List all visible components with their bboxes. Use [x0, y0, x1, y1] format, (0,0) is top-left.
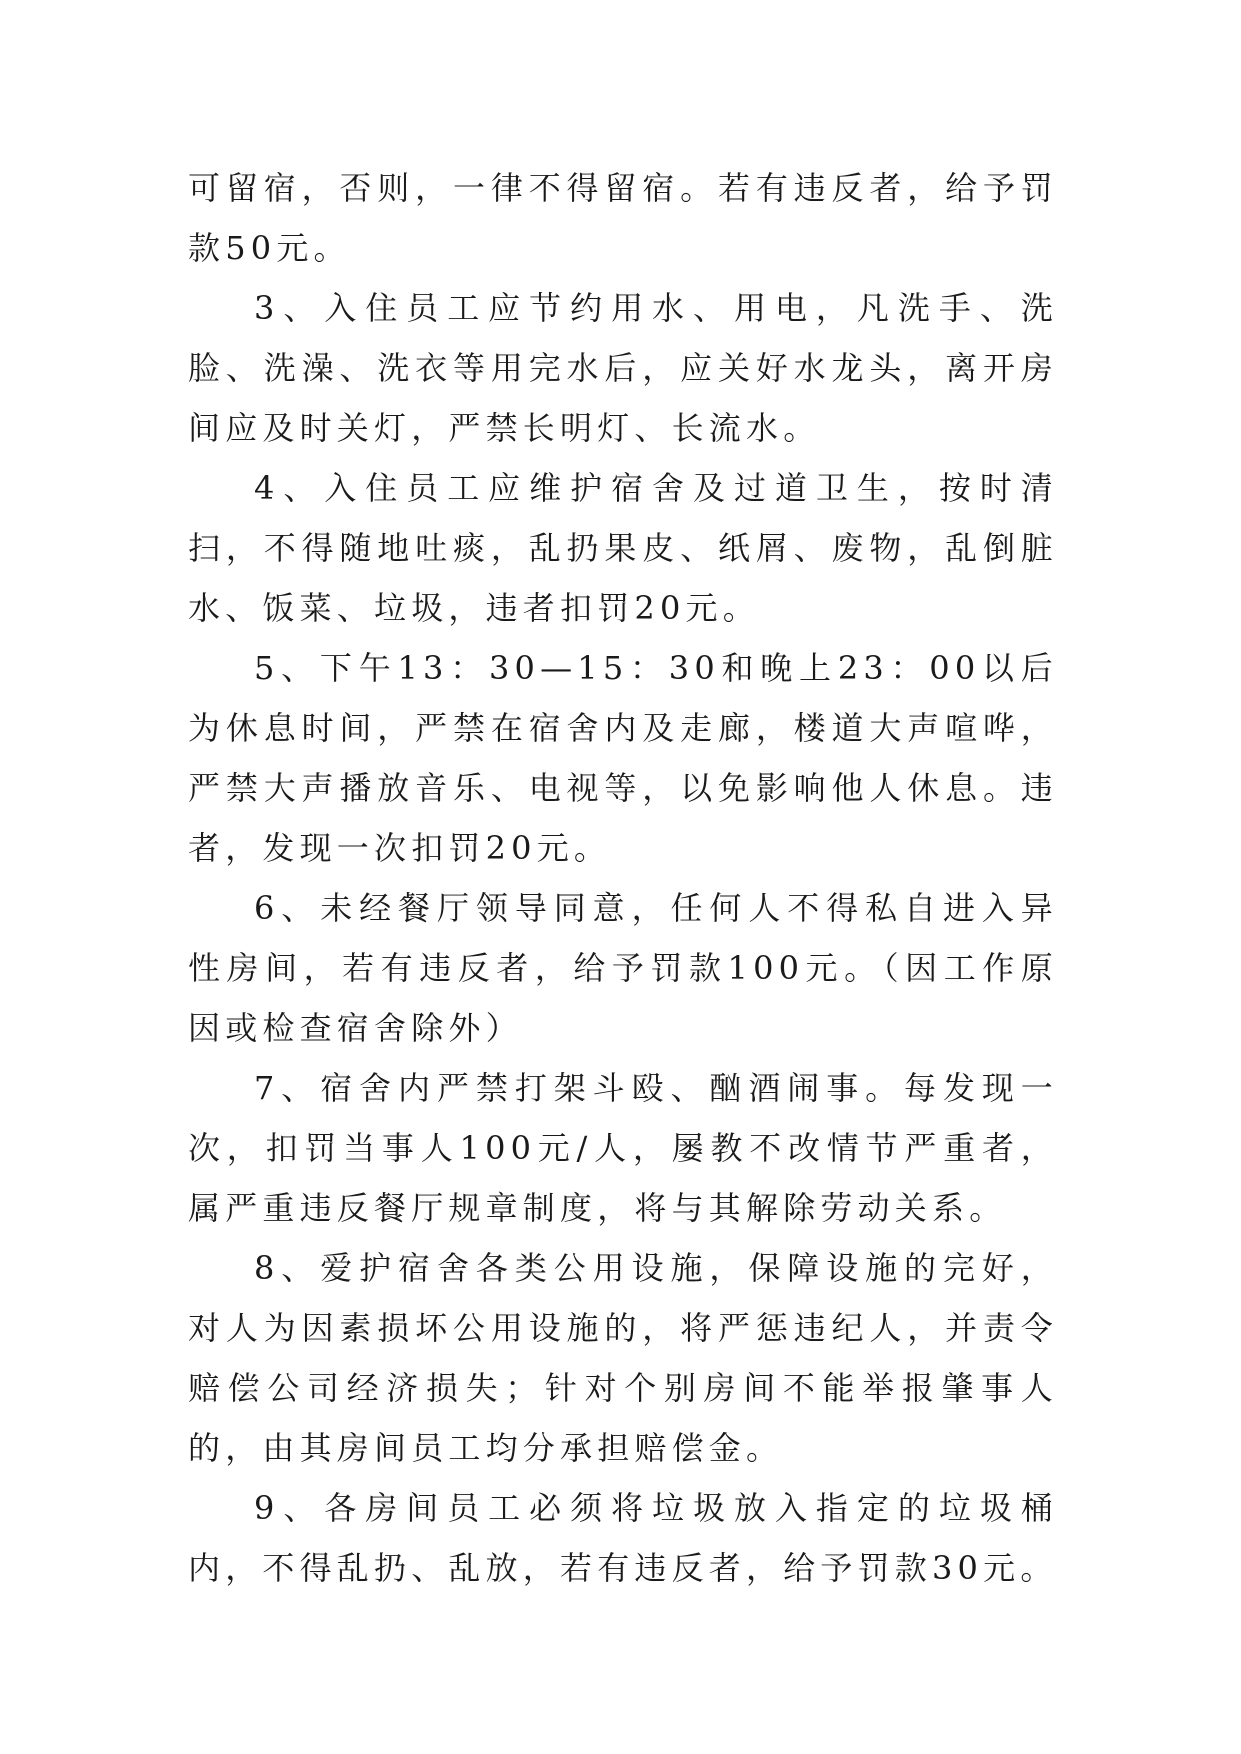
rule-item-5: 5、下午13：30—15：30和晚上23：00以后为休息时间，严禁在宿舍内及走廊，楼道大声喧哗，严禁大声播放音乐、电视等，以免影响他人休息。违者，发现一次扣罚20元。	[188, 649, 1058, 867]
paragraph-continuation: 可留宿，否则，一律不得留宿。若有违反者，给予罚款50元。	[188, 169, 1058, 267]
rule-item-7: 7、宿舍内严禁打架斗殴、酗酒闹事。每发现一次，扣罚当事人100元/人，屡教不改情节严重者，属严重违反餐厅规章制度，将与其解除劳动关系。	[188, 1069, 1058, 1227]
rule-item-4: 4、入住员工应维护宿舍及过道卫生，按时清扫，不得随地吐痰，乱扔果皮、纸屑、废物，乱倒脏水、饭菜、垃圾，违者扣罚20元。	[188, 469, 1058, 627]
rule-item-9: 9、各房间员工必须将垃圾放入指定的垃圾桶内，不得乱扔、乱放，若有违反者，给予罚款30元。	[188, 1489, 1058, 1587]
rule-item-3: 3、入住员工应节约用水、用电，凡洗手、洗脸、洗澡、洗衣等用完水后，应关好水龙头，离开房间应及时关灯，严禁长明灯、长流水。	[188, 289, 1058, 447]
rule-item-6: 6、未经餐厅领导同意，任何人不得私自进入异性房间，若有违反者，给予罚款100元。（因工作原因或检查宿舍除外）	[188, 889, 1058, 1047]
document-body	[188, 158, 1058, 1598]
rule-item-8: 8、爱护宿舍各类公用设施，保障设施的完好，对人为因素损坏公用设施的，将严惩违纪人，并责令赔偿公司经济损失；针对个别房间不能举报肇事人的，由其房间员工均分承担赔偿金。	[188, 1249, 1058, 1467]
